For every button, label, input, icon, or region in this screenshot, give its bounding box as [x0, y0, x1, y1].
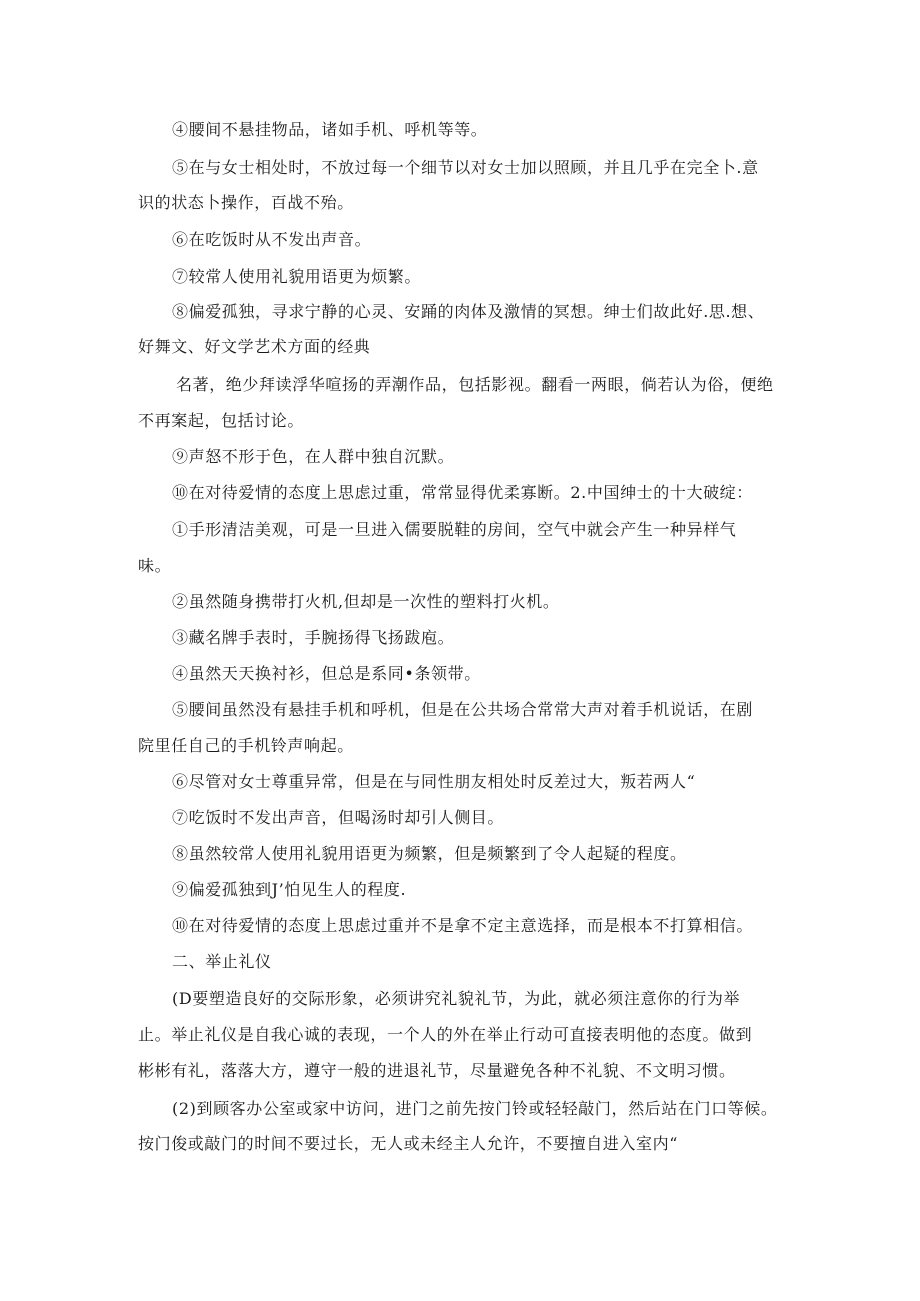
- text-line: ⑥尽管对女士尊重异常，但是在与同性朋友相处时反差过大，叛若两人“: [172, 772, 696, 791]
- text-line: ⑦吃饭时不发出声音，但喝汤时却引人侧目。: [172, 808, 505, 827]
- text-line: 院里任自己的手机铃声响起。: [138, 736, 354, 755]
- text-line: 彬彬有礼，落落大方，遵守一般的进退礼节，尽量避免各种不礼貌、不文明习惯。: [138, 1061, 736, 1080]
- text-line: (2)到顾客办公室或家中访问，进门之前先按门铃或轻轻敲门，然后站在门口等候。: [172, 1099, 778, 1118]
- text-line: 名著，绝少拜读浮华喧扬的弄潮作品，包括影视。翻看一两眼，倘若认为俗，便绝: [176, 375, 774, 394]
- text-line: ⑨声怒不形于色，在人群中独自沉默。: [172, 447, 455, 466]
- text-line: 止。举止礼仪是自我心诚的表现，一个人的外在举止行动可直接表明他的态度。做到: [138, 1025, 753, 1044]
- text-line: ⑩在对待爱情的态度上思虑过重，常常显得优柔寡断。2.中国绅士的十大破绽：: [172, 483, 753, 502]
- text-line: 味。: [138, 556, 172, 575]
- text-line: ⑥在吃饭时从不发出声音。: [172, 230, 372, 249]
- text-line: 不再案起，包括讨论。: [138, 411, 305, 430]
- text-line: ⑨偏爱孤独到J’怕见生人的程度.: [172, 880, 407, 899]
- text-line: ⑤腰间虽然没有悬挂手机和呼机，但是在公共场合常常大声对着手机说话，在剧: [172, 700, 754, 719]
- text-line: (D要塑造良好的交际形象，必须讲究礼貌礼节，为此，就必须注意你的行为举: [172, 989, 741, 1008]
- text-line: ⑤在与女士相处时，不放过每一个细节以对女士加以照顾，并且几乎在完全卜.意: [172, 158, 759, 177]
- text-line: ⑧偏爱孤独，寻求宁静的心灵、安踊的肉体及激情的冥想。绅士们故此好.思.想、: [172, 302, 765, 321]
- text-line: ④虽然天天换衬衫，但总是系同•条领带。: [172, 664, 481, 683]
- text-line: ①手形清洁美观，可是一旦进入儒要脱鞋的房间，空气中就会产生一种异样气: [172, 520, 737, 539]
- section-heading: 二、举止礼仪: [172, 952, 272, 971]
- text-line: 识的状态卜操作，百战不殆。: [138, 193, 354, 212]
- text-line: ⑦较常人使用礼貌用语更为烦繁。: [172, 267, 422, 286]
- text-line: 按门俊或敲门的时间不要过长，无人或未经主人允许，不要擅自进入室内“: [138, 1134, 678, 1153]
- text-line: ⑧虽然较常人使用礼貌用语更为频繁，但是频繁到了令人起疑的程度。: [172, 844, 687, 863]
- text-line: ③藏名牌手表时，手腕扬得飞扬跋庖。: [172, 628, 455, 647]
- text-line: ⑩在对待爱情的态度上思虑过重并不是拿不定主意选择，而是根本不打算相信。: [172, 916, 754, 935]
- text-line: ②虽然随身携带打火机,但却是一次性的塑料打火机。: [172, 592, 560, 611]
- text-line: ④腰间不悬挂物品，诸如手机、呼机等等。: [172, 120, 488, 139]
- text-line: 好舞文、好文学艺术方面的经典: [138, 337, 371, 356]
